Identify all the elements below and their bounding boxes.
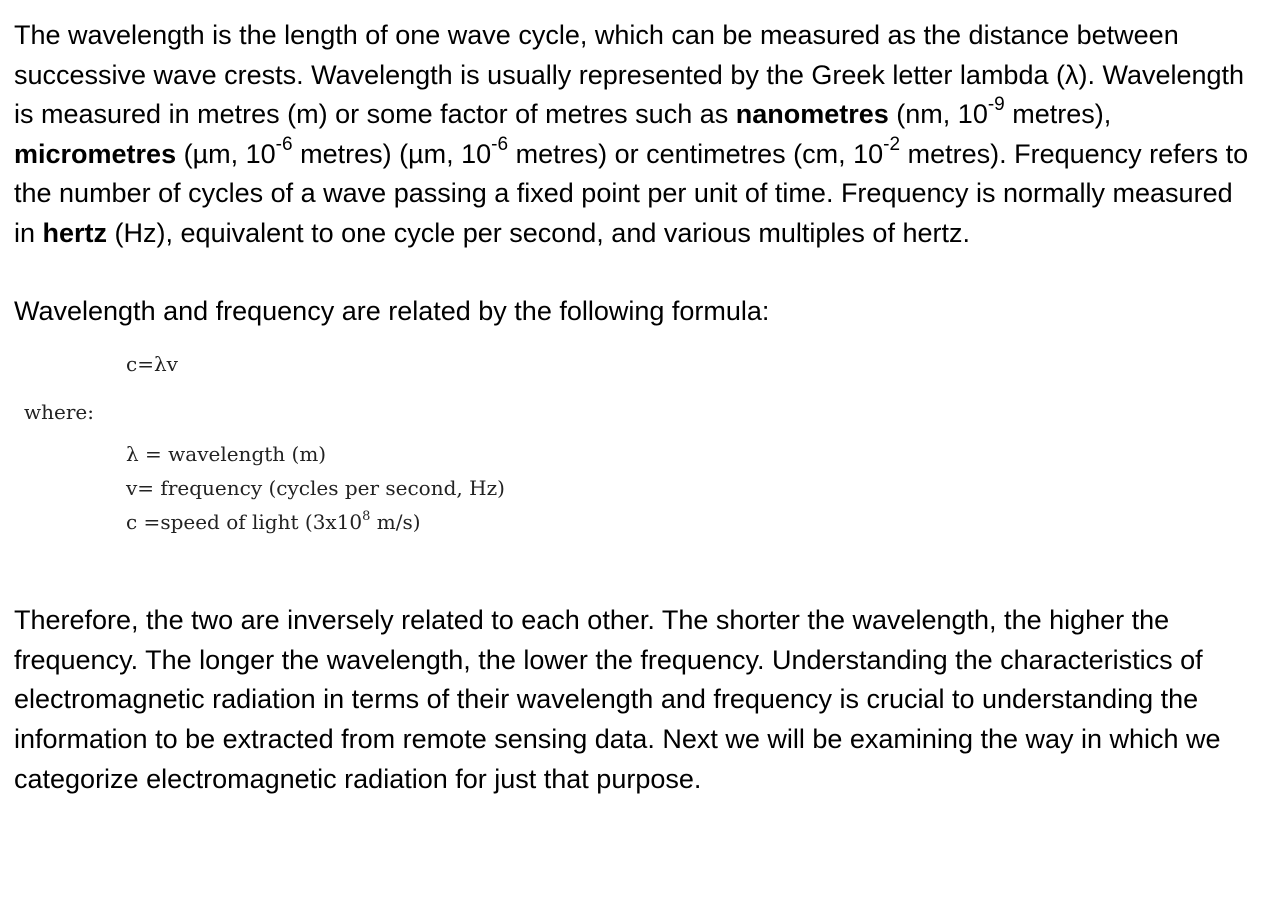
formula-definitions [126, 437, 505, 539]
where-label: where: [24, 400, 94, 425]
exponent: -9 [987, 94, 1005, 116]
text-run: metres) or centimetres (cm, 10 [508, 138, 884, 169]
exponent: -6 [491, 133, 509, 155]
term-micrometres: micrometres [14, 138, 177, 169]
text-run: metres), [1004, 99, 1112, 130]
document-body [14, 16, 1254, 799]
definition-lambda: λ = wavelength (m) [126, 442, 327, 467]
exponent: -2 [883, 133, 901, 155]
paragraph-wavelength-definition [14, 16, 1254, 254]
text-run: metres). Frequency refers to the number of cycles of a wave passing a fixed point per unit of time. Frequency is normally measured in [14, 138, 1249, 248]
term-nanometres: nanometres [735, 99, 889, 130]
text-run: (Hz), equivalent to one cycle per second, and various multiples of hertz. [107, 217, 970, 248]
definition-nu: v= frequency (cycles per second, Hz) [126, 476, 505, 501]
paragraph-formula-intro: Wavelength and frequency are related by the following formula: [14, 295, 770, 326]
paragraph-inverse-relation: Therefore, the two are inversely related to each other. The shorter the wavelength, the higher the frequency. The longer the wavelength, the lower the frequency. Understanding the characteristics of electromagnetic radiation in terms of their wavelength and frequency is crucial to understanding the information to be extracted from remote sensing data. Next we will be examining the way in which we categorize electromagnetic radiation for just that purpose. [14, 605, 1221, 794]
text-run: metres) (µm, 10 [292, 138, 492, 169]
definition-c [126, 505, 505, 539]
text-run: (nm, 10 [888, 99, 988, 130]
text-run: The wavelength is the length of one wave cycle, which can be measured as the distance between successive wave crests. Wavelength is usually represented by the Greek letter lambda (λ). Wavelength is measured in metres (m) or some factor of metres such as [14, 20, 1245, 130]
text-run: m/s) [370, 510, 421, 535]
exponent: -6 [275, 133, 293, 155]
formula-equation: c=λv [126, 352, 178, 377]
formula-block [14, 331, 1254, 601]
term-hertz: hertz [42, 217, 108, 248]
text-run: c =speed of light (3x10 [126, 510, 363, 535]
text-run: (µm, 10 [176, 138, 276, 169]
exponent: 8 [362, 508, 371, 524]
